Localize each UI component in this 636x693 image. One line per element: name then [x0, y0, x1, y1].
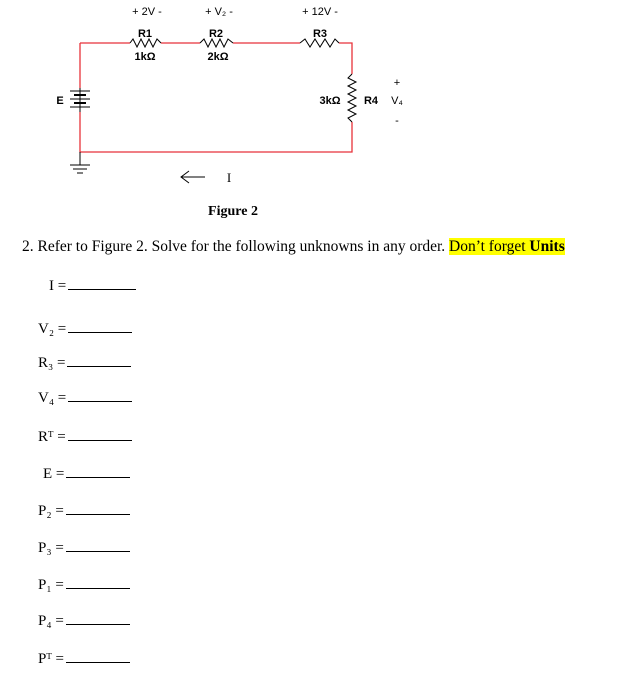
highlight-plain-text: Don’t forget	[449, 238, 526, 255]
answer-blank[interactable]	[66, 574, 130, 589]
answer-pt	[38, 648, 130, 668]
v4-label: V₄	[391, 95, 403, 107]
r4-name-label: R4	[363, 95, 379, 107]
r3-name-label: R3	[312, 28, 328, 40]
answer-label: R₃ =	[38, 355, 66, 371]
answer-blank[interactable]	[68, 426, 132, 441]
r3-polarity-label: + 12V -	[302, 6, 338, 18]
answer-blank[interactable]	[66, 463, 130, 478]
answer-blank[interactable]	[66, 610, 130, 625]
r1-name-label: R1	[137, 28, 153, 40]
current-arrow-icon	[181, 171, 205, 183]
v4-plus-sign: +	[393, 77, 401, 89]
r1-resistor	[130, 39, 161, 47]
r4-value-label: 3kΩ	[319, 95, 341, 107]
highlight-bold-text: Units	[529, 238, 565, 255]
answer-label: Pᵀ =	[38, 651, 64, 667]
r4-resistor	[348, 74, 356, 122]
r2-name-label: R2	[208, 28, 224, 40]
answer-blank[interactable]	[68, 275, 136, 290]
answer-label: Rᵀ =	[38, 429, 66, 445]
question-text	[22, 238, 565, 256]
answer-blank[interactable]	[68, 387, 132, 402]
r2-resistor	[200, 39, 233, 47]
answer-label: P₃ =	[38, 540, 64, 556]
answer-blank[interactable]	[66, 648, 130, 663]
circuit-diagram	[0, 0, 636, 200]
ground-symbol	[70, 152, 90, 173]
answer-r3	[38, 352, 131, 372]
r3-resistor	[300, 39, 339, 47]
answer-label: I =	[49, 278, 67, 294]
answer-i	[49, 275, 136, 295]
answer-e	[43, 463, 130, 483]
question-prefix: 2. Refer to Figure 2. Solve for the following unknowns in any order.	[22, 238, 446, 255]
answer-v2	[38, 318, 132, 338]
answer-p1	[38, 574, 130, 594]
current-i-label: I	[226, 170, 232, 185]
answer-p4	[38, 610, 130, 630]
battery-symbol	[70, 88, 90, 112]
r2-polarity-label: + V₂ -	[205, 6, 233, 18]
answer-label: V₂ =	[38, 321, 67, 337]
answer-rt	[38, 426, 132, 446]
figure-caption: Figure 2	[208, 204, 258, 219]
answer-label: P₄ =	[38, 613, 64, 629]
answer-p2	[38, 500, 130, 520]
answer-label: V₄ =	[38, 390, 67, 406]
r2-value-label: 2kΩ	[207, 51, 229, 63]
r1-value-label: 1kΩ	[134, 51, 156, 63]
answer-blank[interactable]	[66, 537, 130, 552]
answer-label: E =	[43, 466, 65, 482]
answer-v4	[38, 387, 132, 407]
answer-blank[interactable]	[66, 500, 130, 515]
answer-label: P₁ =	[38, 577, 64, 593]
source-e-label: E	[56, 95, 64, 107]
answer-blank[interactable]	[67, 352, 131, 367]
answer-blank[interactable]	[68, 318, 132, 333]
highlighted-reminder	[449, 238, 565, 255]
v4-minus-sign: -	[395, 115, 399, 127]
answer-label: P₂ =	[38, 503, 64, 519]
answer-p3	[38, 537, 130, 557]
r1-polarity-label: + 2V -	[132, 6, 162, 18]
